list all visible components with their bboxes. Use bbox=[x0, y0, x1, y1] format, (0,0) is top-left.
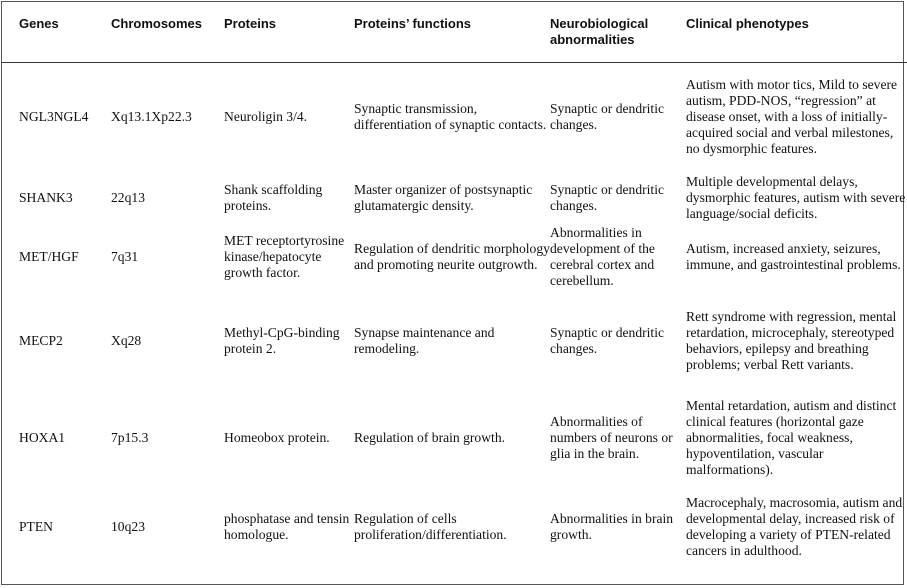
header-genes: Genes bbox=[19, 16, 59, 31]
function-cell: Regulation of cells proliferation/differentiation. bbox=[354, 511, 507, 542]
phenotype-cell: Autism with motor tics, Mild to severe autism, PDD-NOS, “regression” at disease onset, with a loss of initially-acquired social and verbal milestones, no dysmorphic features. bbox=[686, 77, 898, 156]
function-cell: Regulation of dendritic morphology and promoting neurite outgrowth. bbox=[354, 241, 550, 272]
function-cell: Regulation of brain growth. bbox=[354, 430, 506, 445]
table-row bbox=[2, 289, 907, 392]
genes-table bbox=[2, 2, 907, 570]
gene-cell: PTEN bbox=[19, 519, 53, 534]
abnormality-cell: Abnormalities in brain growth. bbox=[550, 511, 674, 542]
table-header-row bbox=[2, 2, 907, 63]
chromosome-cell: 7p15.3 bbox=[111, 430, 149, 445]
function-cell: Synapse maintenance and remodeling. bbox=[354, 324, 495, 356]
gene-cell: HOXA1 bbox=[19, 430, 66, 445]
table-frame bbox=[1, 1, 904, 585]
phenotype-cell: Macrocephaly, macrosomia, autism and developmental delay, increased risk of developing a variety of PTEN-related cancers in adulthood. bbox=[686, 495, 903, 558]
function-cell: Synaptic transmission, differentiation of synaptic contacts. bbox=[354, 101, 547, 132]
gene-cell: MECP2 bbox=[19, 332, 63, 348]
phenotype-cell: Autism, increased anxiety, seizures, immune, and gastrointestinal problems. bbox=[686, 241, 901, 272]
protein-cell: Methyl-CpG-binding protein 2. bbox=[224, 324, 340, 356]
chromosome-cell: Xq13.1Xp22.3 bbox=[111, 109, 192, 124]
protein-cell: Shank scaffolding proteins. bbox=[224, 182, 323, 213]
protein-cell: phosphatase and tensin homologue. bbox=[224, 511, 350, 542]
function-cell: Master organizer of postsynaptic glutamatergic density. bbox=[354, 182, 533, 213]
protein-cell: MET receptortyrosine kinase/hepatocyte growth factor. bbox=[224, 233, 345, 280]
gene-cell: MET/HGF bbox=[19, 249, 79, 264]
chromosome-cell: 10q23 bbox=[111, 519, 145, 534]
abnormality-cell: Synaptic or dendritic changes. bbox=[550, 324, 665, 356]
gene-cell: SHANK3 bbox=[19, 190, 73, 205]
phenotype-cell: Multiple developmental delays, dysmorphic features, autism with severe language/social deficits. bbox=[686, 174, 906, 221]
table-row bbox=[2, 171, 907, 225]
chromosome-cell: 22q13 bbox=[111, 190, 145, 205]
phenotype-cell: Mental retardation, autism and distinct clinical features (horizontal gaze abnormalities, focal weakness, hypoventilation, vascular malformations). bbox=[686, 398, 897, 477]
chromosome-cell: Xq28 bbox=[111, 332, 142, 348]
header-clinical-phenotypes: Clinical phenotypes bbox=[686, 16, 809, 31]
abnormality-cell: Synaptic or dendritic changes. bbox=[550, 182, 665, 213]
header-proteins: Proteins bbox=[224, 16, 277, 31]
abnormality-cell: Abnormalities in development of the cerebral cortex and cerebellum. bbox=[550, 225, 655, 288]
abnormality-cell: Abnormalities of numbers of neurons or glia in the brain. bbox=[550, 414, 673, 461]
table-row bbox=[2, 392, 907, 484]
protein-cell: Homeobox protein. bbox=[224, 430, 330, 445]
phenotype-cell: Rett syndrome with regression, mental retardation, microcephaly, stereotyped behaviors, epilepsy and breathing problems; verbal Rett variants. bbox=[686, 308, 897, 372]
header-proteins-functions: Proteins’ functions bbox=[354, 16, 472, 31]
abnormality-cell: Synaptic or dendritic changes. bbox=[550, 101, 665, 132]
chromosome-cell: 7q31 bbox=[111, 249, 139, 264]
header-neurobiological-abnormalities: Neurobiological abnormalities bbox=[550, 16, 649, 47]
table-row bbox=[2, 484, 907, 570]
table-row bbox=[2, 225, 907, 289]
header-chromosomes: Chromosomes bbox=[111, 16, 203, 31]
table-row bbox=[2, 63, 907, 172]
gene-cell: NGL3NGL4 bbox=[19, 109, 89, 124]
protein-cell: Neuroligin 3/4. bbox=[224, 109, 308, 124]
